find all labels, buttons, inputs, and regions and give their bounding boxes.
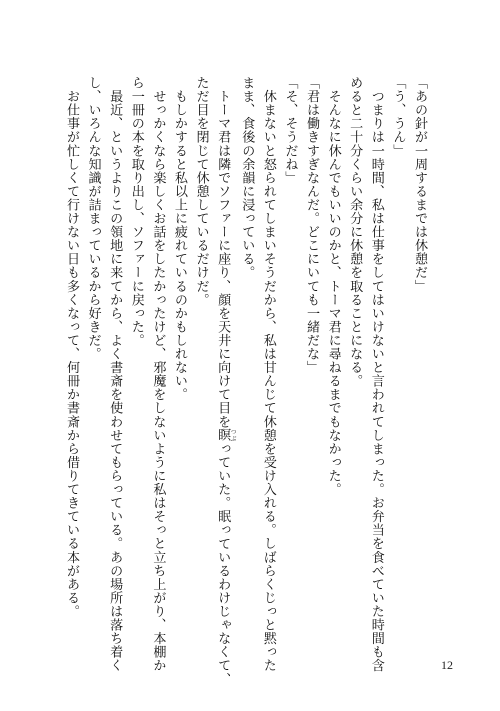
text-line-4: めると二十分くらい余分に休憩を取ることになる。 xyxy=(347,76,363,388)
page-number: 12 xyxy=(441,658,453,672)
text-line-8: 休まないと怒られてしまいそうだから、私は甘んじて休憩を受け入れる。しばらくじっと黙った xyxy=(260,76,276,673)
text-line-3: つまりは一時間、私は仕事をしてはいけないと言われてしまった。お弁当を食べていた時間も含 xyxy=(368,76,384,673)
text-line-2: 「う、うん」 xyxy=(390,76,406,158)
text-line-10 xyxy=(212,76,237,686)
text-line-14: ら一冊の本を取り出し、ソファーに戻った。 xyxy=(128,76,144,347)
text-line-16: し、いろんな知識が詰まっているから好きだ。 xyxy=(85,76,101,361)
text-line-5: そんなに休んでもいいのかと、トーマ君に尋ねるまでもなかった。 xyxy=(325,76,341,497)
ruby-annotation xyxy=(215,428,237,442)
body-text xyxy=(60,76,430,686)
text-line-15: 最近、というよりこの領地に来てから、よく書斎を使わせてもらっている。あの場所は落ち着く xyxy=(107,76,123,673)
ruby-base-text: 瞑 xyxy=(215,428,231,442)
text-line-12: もしかすると私以上に疲れているのかもしれない。 xyxy=(171,76,187,402)
text-line-10-part-2: っていた。眠っているわけじゃなくて、 xyxy=(215,441,231,686)
text-line-10-part-1: トーマ君は隣でソファーに座り、顔を天井に向けて目を xyxy=(215,76,231,429)
text-line-13: せっかくなら楽しくお話をしたかったけど、邪魔をしないように私はそっと立ち上がり、本棚か xyxy=(150,76,166,673)
text-line-17: お仕事が忙しくて行けない日も多くなって、何冊か書斎から借りてきている本がある。 xyxy=(64,76,79,618)
text-line-7: 「そ、そうだね」 xyxy=(282,76,298,185)
text-line-9: まま、食後の余韻に浸っている。 xyxy=(239,76,255,280)
text-line-1: 「あの針が一周するまでは休憩だ」 xyxy=(412,76,427,293)
text-line-6: 「君は働きすぎなんだ。どこにいても一緒だな」 xyxy=(304,76,320,375)
ruby-reading: つぶ xyxy=(229,428,237,442)
text-line-11: ただ目を閉じて休憩しているだけだ。 xyxy=(193,76,209,307)
